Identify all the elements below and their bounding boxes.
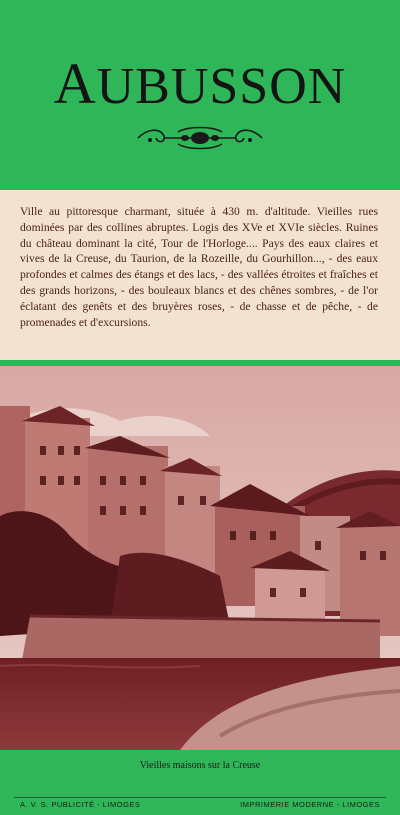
intro-paragraph: Ville au pittoresque charmant, située à 430 m. d'altitude. Vieilles rues dominées par des collines abruptes. Logis des XVe et XVIe siècles. Ruines du château dominant la cité, Tour de l'Horloge.... Pays des eaux claires et vives de la Creuse, du Taurion, de la Rozeille, du Gourhillon..., - des eaux profondes et calmes des étangs et des lacs, - des vallées étroites et fraîches et des grands horizons, - des bouleaux blancs et des chênes sombres, - de l'or éclatant des genêts et des bruyères roses, - de chasse et de pêche, - de promenades et d'excursions.: [20, 205, 378, 329]
footer-credit-right: IMPRIMERIE MODERNE - LIMOGES: [240, 800, 380, 809]
page-title: [0, 50, 400, 117]
ornament-flourish-icon: [130, 126, 270, 150]
town-photo: [0, 366, 400, 750]
footer-credit-left: A. V. S. PUBLICITÉ - LIMOGES: [20, 800, 141, 809]
photo-caption: Vieilles maisons sur la Creuse: [139, 760, 261, 771]
title-text: AUBUSSON: [53, 51, 347, 116]
footer-divider: [14, 797, 386, 798]
